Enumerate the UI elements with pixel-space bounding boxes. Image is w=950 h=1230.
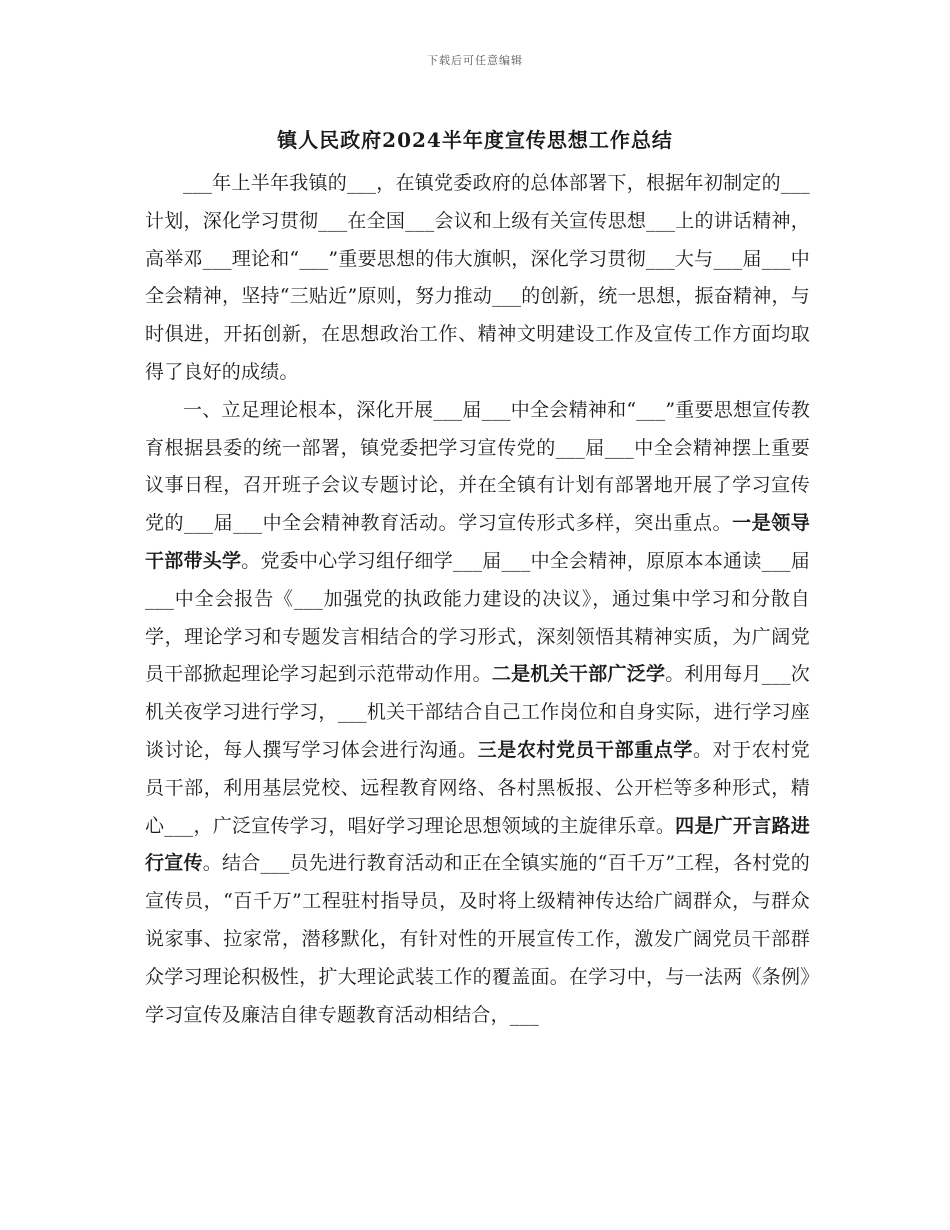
- point-three-text: 。对于农村党员干部，利用基层党校、远程教育网络、各村黑板报、公开栏等多种形式，精心___，广泛宣传学习，唱好学习理论思想领域的主旋律乐章。: [145, 738, 811, 837]
- point-three-heading: 三是农村党员干部重点学: [477, 738, 693, 761]
- point-four-text: 。结合___员先进行教育活动和正在全镇实施的“百千万”工程，各村党的宣传员，“百千万”工程驻村指导员，及时将上级精神传达给广阔群众，与群众说家事、拉家常，潜移默化，有针对性的开展宣传工作，激发广阔党员干部群众学习理论积极性，扩大理论武装工作的覆盖面。在学习中，与一法两《条例》学习宣传及廉洁自律专题教育活动相结合，___: [145, 852, 810, 1026]
- point-two-text: 。利用每月___次机关夜学习进行学习，___机关干部结合自己工作岗位和自身实际，进行学习座谈讨论，每人撰写学习体会进行沟通。: [145, 663, 810, 761]
- section-one-paragraph: [145, 392, 810, 1035]
- point-one-heading: 一是领导干部带头学: [145, 512, 810, 572]
- document-title: 镇人民政府2024半年度宣传思想工作总结: [277, 128, 673, 152]
- intro-paragraph: ___年上半年我镇的___，在镇党委政府的总体部署下，根据年初制定的___计划，深化学习贯彻___在全国___会议和上级有关宣传思想___上的讲话精神，高举邓___理论和“___”重要思想的伟大旗帜，深化学习贯彻___大与___届___中全会精神，坚持“三贴近”原则，努力推动___的创新，统一思想，振奋精神，与时俱进，开拓创新，在思想政治工作、精神文明建设工作及宣传工作方面均取得了良好的成绩。: [145, 172, 810, 383]
- page-header-note: 下载后可任意编辑: [427, 54, 523, 67]
- document-body: [145, 165, 810, 1034]
- section-one-text: 一、立足理论根本，深化开展___届___中全会精神和“___”重要思想宣传教育根据县委的统一部署，镇党委把学习宣传党的___届___中全会精神摆上重要议事日程，召开班子会议专题讨论，并在全镇有计划有部署地开展了学习宣传党的___届___中全会精神教育活动。学习宣传形式多样，突出重点。: [145, 398, 810, 535]
- point-one-text: 。党委中心学习组仔细学___届___中全会精神，原原本本通读___届___中全会报告《___加强党的执政能力建设的决议》，通过集中学习和分散自学，理论学习和专题发言相结合的学习形式，深刻领悟其精神实质，为广阔党员干部掀起理论学习起到示范带动作用。: [145, 549, 810, 686]
- point-four-heading: 四是广开言路进行宣传: [145, 814, 810, 875]
- point-two-heading: 二是机关干部广泛学: [491, 663, 666, 686]
